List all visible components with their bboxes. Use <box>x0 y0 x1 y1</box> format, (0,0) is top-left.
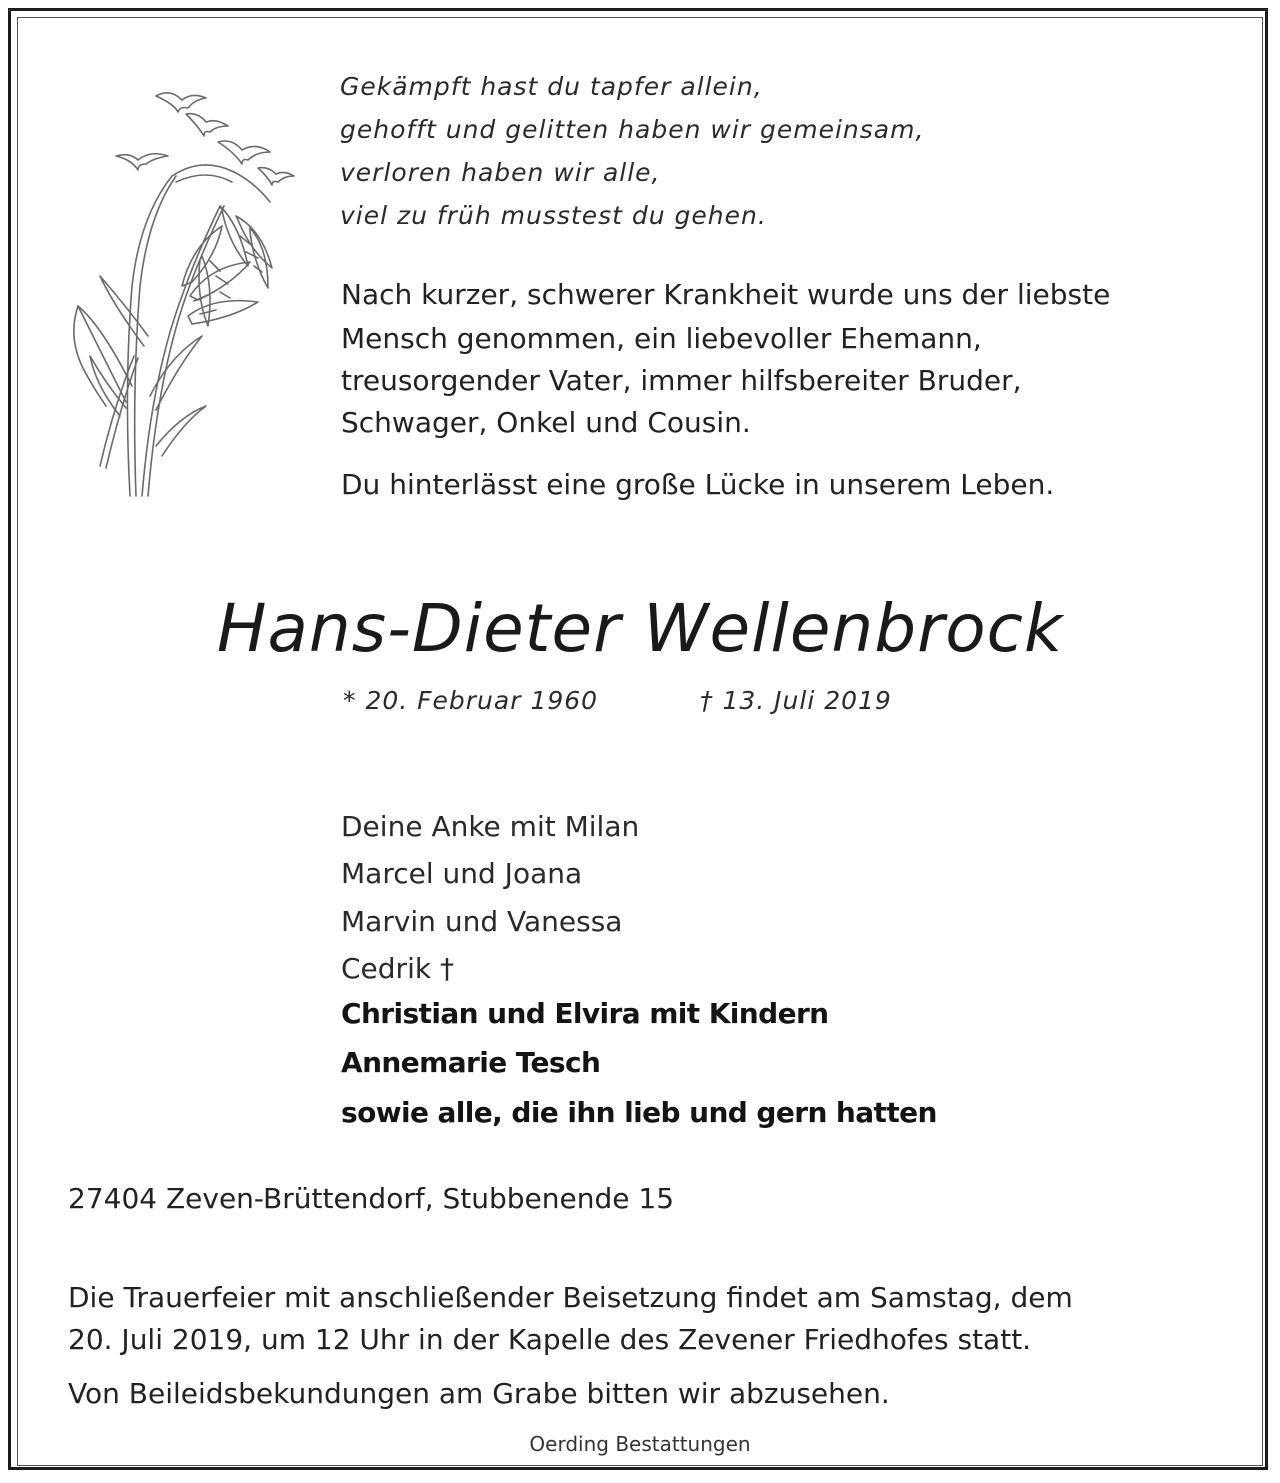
service-line: 20. Juli 2019, um 12 Uhr in der Kapelle des Zevener Friedhofes statt. <box>68 1323 1032 1356</box>
poem-line: Gekämpft hast du tapfer allein, <box>340 72 763 101</box>
mourner-item: Christian und Elvira mit Kindern <box>341 997 829 1030</box>
intro-line: Nach kurzer, schwerer Krankheit wurde uns der liebste <box>341 278 1111 311</box>
intro-line: treusorgender Vater, immer hilfsbereiter Bruder, <box>341 364 1022 397</box>
reed-birds-illustration <box>60 86 310 516</box>
poem-line: viel zu früh musstest du gehen. <box>340 201 767 230</box>
poem-line: verloren haben wir alle, <box>340 158 661 187</box>
service-line: Die Trauerfeier mit anschließender Beisetzung findet am Samstag, dem <box>68 1281 1073 1314</box>
mourner-item: Deine Anke mit Milan <box>341 810 640 843</box>
address: 27404 Zeven-Brüttendorf, Stubbenende 15 <box>68 1182 675 1215</box>
mourner-item: sowie alle, die ihn lieb und gern hatten <box>341 1096 937 1129</box>
gap-line: Du hinterlässt eine große Lücke in unserem Leben. <box>341 468 1055 501</box>
mourner-item: Marcel und Joana <box>341 857 583 890</box>
mourner-item: Annemarie Tesch <box>341 1046 601 1079</box>
mourner-item: Marvin und Vanessa <box>341 905 623 938</box>
bird-icon <box>258 168 294 185</box>
deceased-name: Hans-Dieter Wellenbrock <box>216 590 1064 667</box>
funeral-home: Oerding Bestattungen <box>529 1432 751 1456</box>
death-date: † 13. Juli 2019 <box>700 686 892 715</box>
poem-line: gehofft und gelitten haben wir gemeinsam, <box>340 115 925 144</box>
bird-icon <box>218 141 270 164</box>
bird-icon <box>116 154 168 170</box>
intro-line: Mensch genommen, ein liebevoller Ehemann, <box>341 322 982 355</box>
service-line: Von Beileidsbekundungen am Grabe bitten wir abzusehen. <box>68 1377 890 1410</box>
mourner-item: Cedrik † <box>341 952 454 985</box>
bird-icon <box>186 114 228 136</box>
intro-line: Schwager, Onkel und Cousin. <box>341 406 751 439</box>
bird-icon <box>156 93 206 112</box>
birth-date: * 20. Februar 1960 <box>343 686 599 715</box>
